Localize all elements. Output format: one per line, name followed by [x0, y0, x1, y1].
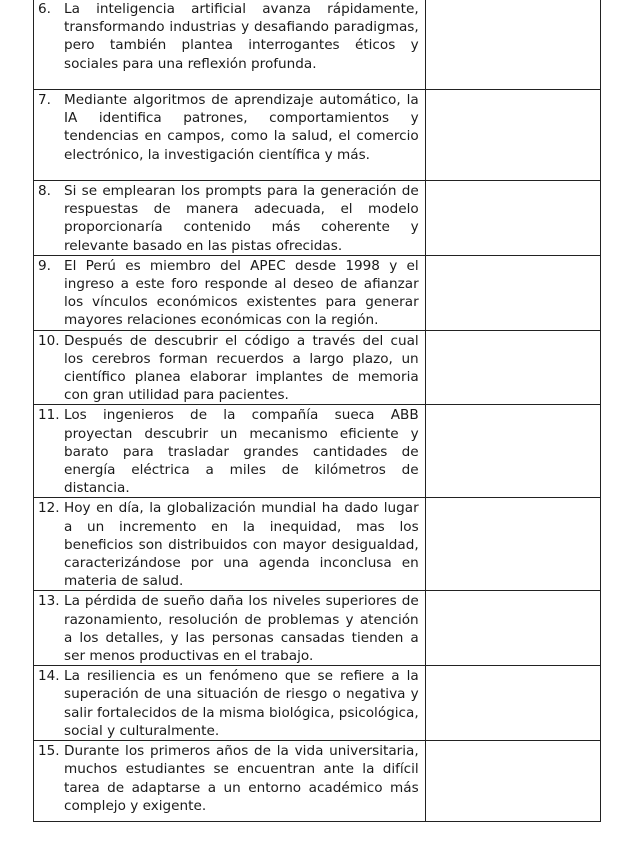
item-text: La inteligencia artificial avanza rápidamente, transformando industrias y desafiando paradigmas, pero también plantea interrogantes éticos y sociales para una reflexión profunda.: [64, 1, 419, 72]
sentence-cell: [34, 591, 426, 666]
item-text: La pérdida de sueño daña los niveles superiores de razonamiento, resolución de problemas y atención a los detalles, y las personas cansadas tienden a ser menos productivas en el trabajo.: [64, 593, 419, 665]
sentence-cell: [34, 666, 426, 741]
table-row: [34, 255, 601, 330]
sentence-cell: [34, 0, 426, 90]
sentence-cell: [34, 90, 426, 181]
item-number: 7.: [38, 92, 51, 108]
answer-cell[interactable]: [425, 741, 600, 822]
sentence-cell: [34, 498, 426, 591]
table-row: [34, 90, 601, 181]
table-row: [34, 405, 601, 498]
item-number: 8.: [38, 183, 51, 199]
item-number: 6.: [38, 1, 51, 17]
item-number: 9.: [38, 257, 51, 274]
sentence-cell: [34, 181, 426, 256]
item-text: Los ingenieros de la compañía sueca ABB proyectan descubrir un mecanismo eficiente y barato para trasladar grandes cantidades de energía eléctrica a miles de kilómetros de distancia.: [64, 407, 419, 497]
item-text: Mediante algoritmos de aprendizaje automático, la IA identifica patrones, comportamientos y tendencias en campos, como la salud, el comercio electrónico, la investigación científica y más.: [64, 92, 419, 163]
sentence-cell: [34, 405, 426, 498]
table-row: [34, 181, 601, 256]
item-number: 10.: [38, 332, 60, 349]
answer-cell[interactable]: [425, 255, 600, 330]
item-number: 13.: [38, 593, 60, 610]
table-row: [34, 498, 601, 591]
sentence-cell: [34, 255, 426, 330]
item-text: Después de descubrir el código a través del cual los cerebros forman recuerdos a largo plazo, un científico planea elaborar implantes de memoria con gran utilidad para pacientes.: [64, 332, 419, 404]
sentence-cell: [34, 330, 426, 405]
answer-cell[interactable]: [425, 498, 600, 591]
item-number: 11.: [38, 407, 60, 424]
answer-cell[interactable]: [425, 181, 600, 256]
item-text: Si se emplearan los prompts para la generación de respuestas de manera adecuada, el modelo proporcionaría contenido más coherente y relevante basado en las pistas ofrecidas.: [64, 183, 419, 254]
table-row: [34, 666, 601, 741]
item-number: 15.: [38, 743, 60, 760]
item-number: 12.: [38, 500, 60, 517]
table-row: [34, 741, 601, 822]
table-row: [34, 0, 601, 90]
answer-cell[interactable]: [425, 591, 600, 666]
answer-cell[interactable]: [425, 330, 600, 405]
answer-cell[interactable]: [425, 90, 600, 181]
table-row: [34, 330, 601, 405]
item-text: La resiliencia es un fenómeno que se refiere a la superación de una situación de riesgo o negativa y salir fortalecidos de la misma biológica, psicológica, social y culturalmente.: [64, 668, 419, 739]
item-text: El Perú es miembro del APEC desde 1998 y el ingreso a este foro responde al deseo de afianzar los vínculos económicos existentes para generar mayores relaciones económicas con la región.: [64, 257, 419, 329]
sentence-cell: [34, 741, 426, 822]
item-number: 14.: [38, 668, 60, 685]
table-row: [34, 591, 601, 666]
answer-cell[interactable]: [425, 405, 600, 498]
answer-cell[interactable]: [425, 666, 600, 741]
item-text: Durante los primeros años de la vida universitaria, muchos estudiantes se encuentran ante la difícil tarea de adaptarse a un entorno académico más complejo y exigente.: [64, 743, 419, 814]
answer-cell[interactable]: [425, 0, 600, 90]
exercise-table: [33, 0, 601, 822]
item-text: Hoy en día, la globalización mundial ha dado lugar a un incremento en la inequidad, mas los beneficios son distribuidos con mayor desigualdad, caracterizándose por una agenda inconclusa en materia de salud.: [64, 500, 419, 590]
